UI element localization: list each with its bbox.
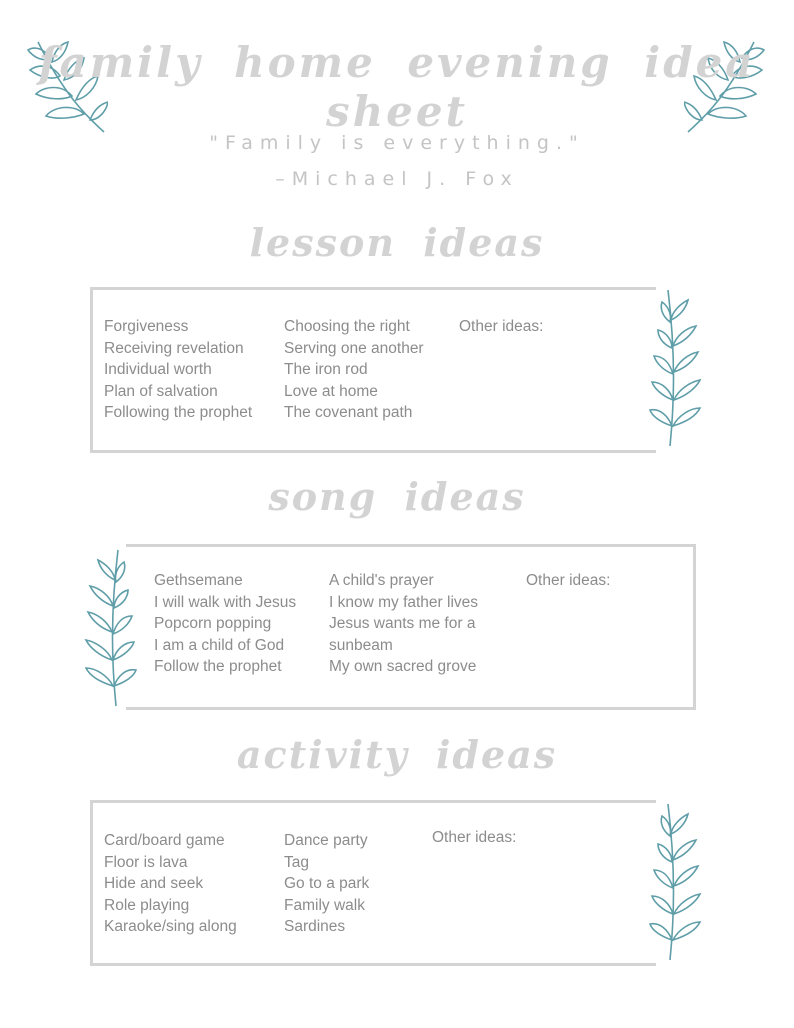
list-item: The covenant path (284, 404, 413, 421)
song-other-ideas-label: Other ideas: (526, 572, 611, 589)
list-item: My own sacred grove (329, 658, 477, 675)
leaf-sprig-icon (646, 286, 708, 450)
list-item: Role playing (104, 896, 190, 914)
list-item: Hide and seek (104, 875, 204, 892)
leaf-sprig-icon (646, 800, 708, 964)
list-item: Choosing the right (284, 318, 410, 335)
song-ideas-heading: song ideas (268, 474, 526, 519)
lesson-ideas-col2 (284, 316, 424, 424)
list-item: A child's prayer (329, 572, 434, 589)
activity-ideas-col2 (284, 830, 369, 938)
list-item: Floor is lava (104, 853, 188, 871)
list-item: Popcorn popping (154, 615, 272, 632)
list-item: I am a child of God (154, 636, 285, 654)
list-item: I will walk with Jesus (154, 593, 297, 611)
quote-author: –Michael J. Fox (275, 168, 519, 190)
quote-text: "Family is everything." (209, 132, 585, 154)
song-ideas-col1 (154, 570, 296, 678)
list-item: Dance party (284, 832, 368, 849)
list-item: Tag (284, 853, 309, 871)
lesson-ideas-heading: lesson ideas (249, 220, 545, 265)
list-item: Karaoke/sing along (104, 918, 237, 935)
activity-other-ideas-label: Other ideas: (432, 829, 517, 846)
lesson-other-ideas-label: Other ideas: (459, 318, 544, 335)
activity-ideas-heading: activity ideas (236, 732, 558, 777)
leaf-sprig-icon (78, 546, 140, 710)
list-item: Plan of salvation (104, 382, 218, 400)
list-item: The iron rod (284, 361, 368, 378)
list-item: Family walk (284, 896, 365, 914)
list-item: Individual worth (104, 361, 212, 378)
list-item: Receiving revelation (104, 339, 244, 357)
list-item: Serving one another (284, 339, 424, 357)
list-item: Gethsemane (154, 572, 243, 589)
page-title: family home evening idea sheet (38, 38, 756, 136)
list-item: Sardines (284, 918, 346, 935)
lesson-ideas-col1 (104, 316, 252, 424)
list-item: Go to a park (284, 875, 370, 892)
list-item: Love at home (284, 382, 378, 400)
list-item: Follow the prophet (154, 658, 282, 675)
activity-ideas-col1 (104, 830, 237, 938)
song-ideas-col2 (329, 570, 478, 678)
list-item: Following the prophet (104, 404, 253, 421)
list-item: sunbeam (329, 636, 393, 654)
list-item: Jesus wants me for a (329, 615, 476, 632)
list-item: Card/board game (104, 832, 225, 849)
list-item: Forgiveness (104, 318, 189, 335)
list-item: I know my father lives (329, 593, 479, 611)
